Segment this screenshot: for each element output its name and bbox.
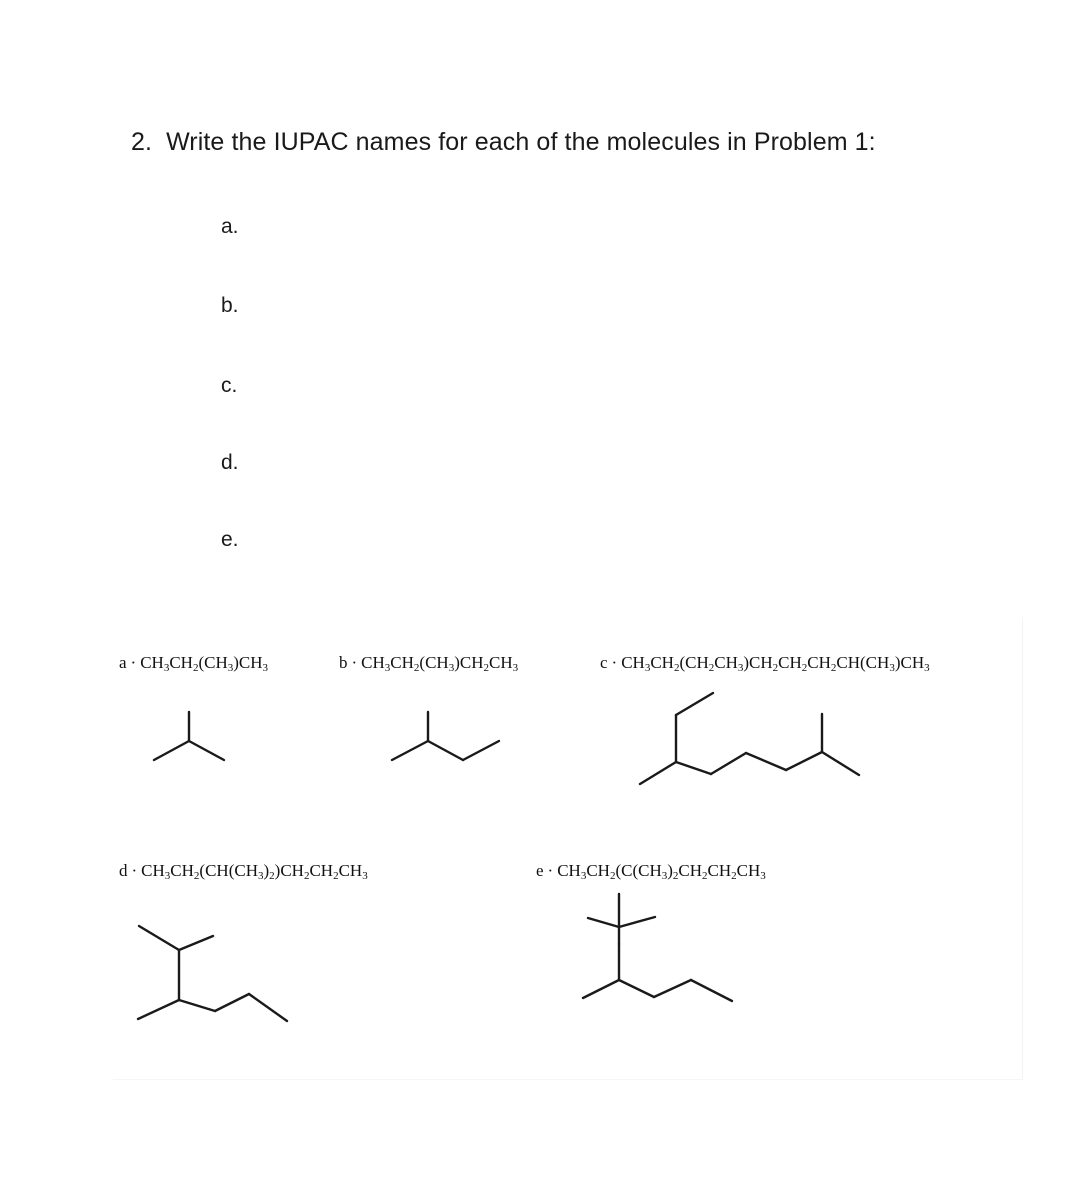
answer-label-c: c. <box>221 374 238 397</box>
structure-e <box>583 894 732 1001</box>
answer-label-b: b. <box>221 294 239 317</box>
structure-c <box>640 693 859 784</box>
answer-label-a: a. <box>221 215 239 238</box>
question-text: Write the IUPAC names for each of the molecules in Problem 1: <box>166 128 876 156</box>
answer-label-e: e. <box>221 528 239 551</box>
molecule-figure <box>113 617 1023 1080</box>
formula-c-letter: c <box>600 653 608 672</box>
formula-b-letter: b <box>339 653 348 672</box>
question-number: 2. <box>131 128 153 156</box>
answer-label-d: d. <box>221 451 239 474</box>
formula-d: $d \cdot CH_3CH_2(CH(CH_3)_2)CH_2CH_2CH_3$ <box>119 861 368 882</box>
structure-a <box>154 712 224 760</box>
formula-a-letter: a <box>119 653 127 672</box>
structure-d <box>138 926 287 1021</box>
structure-b <box>392 712 499 760</box>
formula-a: $a \cdot CH_3CH_2(CH_3)CH_3$ <box>119 653 269 674</box>
formula-e-letter: e <box>536 861 544 880</box>
formula-c: $c \cdot CH_3CH_2(CH_2CH_3)CH_2CH_2CH_2CH(CH_3)CH_3$ <box>600 653 930 674</box>
formula-e: $e \cdot CH_3CH_2(C(CH_3)_2CH_2CH_2CH_3$ <box>536 861 766 882</box>
formula-b: $b \cdot CH_3CH_2(CH_3)CH_2CH_3$ <box>339 653 519 674</box>
question-heading <box>131 128 876 157</box>
skeletal-structures <box>113 617 1022 1079</box>
formula-d-letter: d <box>119 861 128 880</box>
